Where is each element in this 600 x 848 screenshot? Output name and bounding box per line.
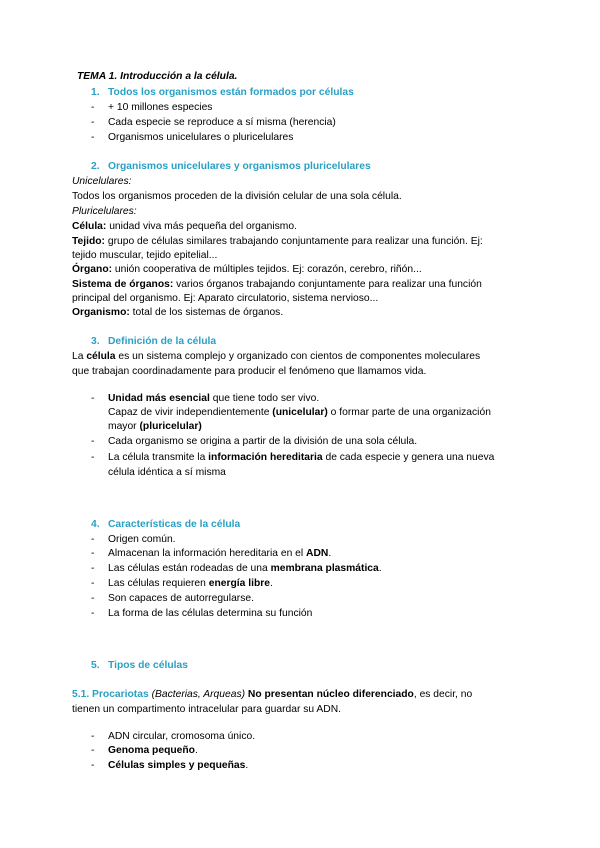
bullet-dash: -: [91, 102, 95, 113]
list-item: Organismos unicelulares o pluricelulares: [108, 132, 294, 143]
section-2-number: 2.: [91, 161, 100, 172]
bullet-dash: -: [91, 745, 95, 756]
section-3-number: 3.: [91, 336, 100, 347]
definition-organismo: Organismo: total de los sistemas de órganos.: [72, 307, 284, 318]
list-item: Genoma pequeño.: [108, 745, 198, 756]
definition-sistema-cont: principal del organismo. Ej: Aparato circulatorio, sistema nervioso...: [72, 293, 379, 304]
bullet-dash: -: [91, 563, 95, 574]
list-item: Cada organismo se origina a partir de la división de una sola célula.: [108, 436, 418, 447]
subsection-procariotas: 5.1. Procariotas (Bacterias, Arqueas) No presentan núcleo diferenciado, es decir, no: [72, 689, 473, 700]
paragraph: La célula es un sistema complejo y organizado con cientos de componentes moleculares: [72, 351, 481, 362]
pluricelulares-label: Pluricelulares:: [72, 206, 137, 217]
bullet-dash: -: [91, 132, 95, 143]
unicelulares-label: Unicelulares:: [72, 176, 132, 187]
bullet-dash: -: [91, 117, 95, 128]
list-item-cont: célula idéntica a sí misma: [108, 467, 226, 478]
bullet-dash: -: [91, 593, 95, 604]
subsection-cont: tienen un compartimento intracelular para guardar su ADN.: [72, 704, 342, 715]
section-4-number: 4.: [91, 519, 100, 530]
list-item: La forma de las células determina su función: [108, 608, 313, 619]
list-item: Las células requieren energía libre.: [108, 578, 273, 589]
definition-tejido: Tejido: grupo de células similares trabajando conjuntamente para realizar una función. Ej:: [72, 236, 483, 247]
list-item: Origen común.: [108, 534, 176, 545]
list-item: Las células están rodeadas de una membrana plasmática.: [108, 563, 382, 574]
list-item: Células simples y pequeñas.: [108, 760, 249, 771]
section-1-heading: Todos los organismos están formados por células: [108, 87, 354, 98]
definition-celula: Célula: unidad viva más pequeña del organismo.: [72, 221, 297, 232]
list-item: Almacenan la información hereditaria en el ADN.: [108, 548, 332, 559]
bullet-dash: -: [91, 608, 95, 619]
document-title: TEMA 1. Introducción a la célula.: [77, 71, 238, 82]
bullet-dash: -: [91, 731, 95, 742]
list-item-cont: Capaz de vivir independientemente (unicelular) o formar parte de una organización: [108, 407, 491, 418]
bullet-dash: -: [91, 534, 95, 545]
section-2-heading: Organismos unicelulares y organismos pluricelulares: [108, 161, 371, 172]
list-item: ADN circular, cromosoma único.: [108, 731, 256, 742]
bullet-dash: -: [91, 436, 95, 447]
list-item: La célula transmite la información hereditaria de cada especie y genera una nueva: [108, 452, 495, 463]
definition-organo: Órgano: unión cooperativa de múltiples tejidos. Ej: corazón, cerebro, riñón...: [72, 264, 422, 275]
section-4-heading: Características de la célula: [108, 519, 241, 530]
section-1-number: 1.: [91, 87, 100, 98]
section-5-number: 5.: [91, 660, 100, 671]
list-item-cont: mayor (pluricelular): [108, 421, 202, 432]
list-item: Cada especie se reproduce a sí misma (herencia): [108, 117, 336, 128]
list-item: + 10 millones especies: [108, 102, 213, 113]
bullet-dash: -: [91, 548, 95, 559]
definition-tejido-cont: tejido muscular, tejido epitelial...: [72, 250, 218, 261]
definition-sistema: Sistema de órganos: varios órganos trabajando conjuntamente para realizar una función: [72, 279, 482, 290]
section-5-heading: Tipos de células: [108, 660, 188, 671]
section-3-heading: Definición de la célula: [108, 336, 217, 347]
unicelulares-text: Todos los organismos proceden de la división celular de una sola célula.: [72, 191, 402, 202]
bullet-dash: -: [91, 578, 95, 589]
list-item: Unidad más esencial que tiene todo ser vivo.: [108, 393, 320, 404]
paragraph-cont: que trabajan coordinadamente para producir el fenómeno que llamamos vida.: [72, 366, 427, 377]
list-item: Son capaces de autorregularse.: [108, 593, 254, 604]
bullet-dash: -: [91, 452, 95, 463]
bullet-dash: -: [91, 760, 95, 771]
bullet-dash: -: [91, 393, 95, 404]
